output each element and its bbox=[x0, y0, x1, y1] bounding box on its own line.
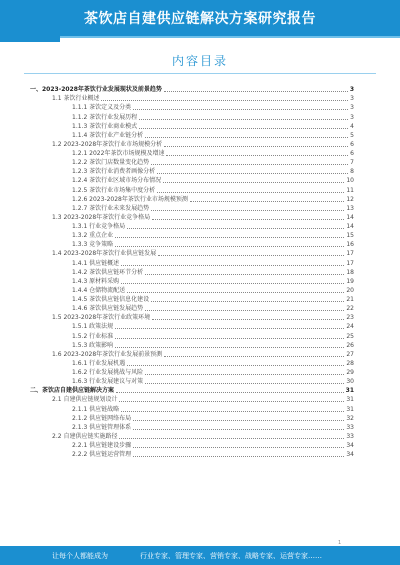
toc-entry[interactable] bbox=[30, 131, 354, 140]
toc-entry-page: 11 bbox=[346, 186, 354, 194]
toc-leader-dots bbox=[139, 128, 348, 129]
toc-entry-text: 1.1 茶饮行业概述 bbox=[52, 95, 100, 103]
toc-entry[interactable] bbox=[30, 167, 354, 176]
footer-bar bbox=[0, 546, 400, 565]
toc-entry-text: 1.5.3 政策影响 bbox=[72, 341, 114, 349]
toc-leader-dots bbox=[166, 155, 348, 156]
toc-entry-page: 3 bbox=[350, 113, 354, 121]
toc-entry-page: 18 bbox=[346, 268, 354, 276]
decoration-line bbox=[60, 36, 400, 38]
toc-entry-text: 2.1.2 供应链网络布局 bbox=[72, 414, 132, 422]
toc-entry-text: 1.4.6 茶饮供应链发展趋势 bbox=[72, 305, 144, 313]
toc-leader-dots bbox=[158, 255, 344, 256]
toc-leader-dots bbox=[152, 219, 344, 220]
toc-entry-text: 1.4.5 茶饮供应链信息化建设 bbox=[72, 296, 150, 303]
toc-entry[interactable] bbox=[30, 304, 354, 313]
toc-entry-text: 1.1.3 茶饮行业商业模式 bbox=[72, 122, 138, 130]
toc-entry-text: 1.4.2 茶饮供应链环节分析 bbox=[72, 268, 144, 276]
toc-entry[interactable] bbox=[30, 204, 354, 213]
footer-tagline: 行业专家、管理专家、营销专家、战略专家、运营专家…… bbox=[140, 551, 322, 560]
toc-entry-page: 34 bbox=[346, 451, 354, 459]
toc-entry-text: 1.3.1 行业竞争格局 bbox=[72, 223, 126, 230]
toc-entry[interactable] bbox=[30, 414, 354, 423]
toc-entry[interactable] bbox=[30, 377, 354, 386]
toc-entry-text: 2.2.2 供应链运营管理 bbox=[72, 451, 132, 459]
toc-entry-page: 16 bbox=[346, 241, 354, 249]
toc-entry-page: 33 bbox=[346, 423, 354, 431]
toc-entry-page: 14 bbox=[346, 223, 354, 230]
toc-entry[interactable] bbox=[30, 395, 354, 404]
toc-leader-dots bbox=[133, 456, 344, 457]
toc-entry[interactable] bbox=[30, 158, 354, 167]
toc-entry[interactable] bbox=[30, 341, 354, 350]
toc-entry[interactable] bbox=[30, 185, 354, 194]
toc-leader-dots bbox=[145, 274, 344, 275]
toc-leader-dots bbox=[145, 383, 344, 384]
toc-entry-text: 1.2.4 茶饮行业区域市场分布情况 bbox=[72, 177, 162, 185]
toc-leader-dots bbox=[164, 146, 348, 147]
toc-entry-page: 33 bbox=[346, 432, 354, 440]
toc-entry-page: 3 bbox=[349, 86, 354, 94]
toc-entry-text: 2.1 自建供应链规划设计 bbox=[52, 396, 118, 404]
toc-entry-page: 10 bbox=[346, 177, 354, 185]
toc-entry-text: 2.2 自建供应链实施路径 bbox=[52, 432, 118, 440]
toc-entry[interactable] bbox=[30, 222, 354, 231]
toc-entry-text: 1.2.3 茶饮行业消费者画像分析 bbox=[72, 168, 156, 176]
toc-leader-dots bbox=[115, 338, 344, 339]
toc-leader-dots bbox=[115, 328, 344, 329]
toc-entry-text: 1.5.1 政策法规 bbox=[72, 323, 114, 331]
toc-entry-page: 31 bbox=[345, 387, 354, 395]
toc-entry-text: 1.4.4 仓储物流配送 bbox=[72, 286, 126, 294]
toc-entry[interactable] bbox=[30, 277, 354, 286]
toc-entry[interactable] bbox=[30, 450, 354, 459]
toc-leader-dots bbox=[145, 137, 348, 138]
toc-leader-dots bbox=[116, 392, 344, 393]
toc-entry-page: 28 bbox=[346, 359, 354, 367]
toc-leader-dots bbox=[164, 91, 348, 92]
toc-entry-page: 30 bbox=[346, 378, 354, 386]
toc-entry-text: 1.1.4 茶饮行业产业链分析 bbox=[72, 131, 144, 139]
toc-leader-dots bbox=[163, 182, 344, 183]
toc-entry-text: 1.2.2 茶饮门店数量变化趋势 bbox=[72, 159, 150, 167]
table-of-contents bbox=[30, 85, 354, 459]
toc-leader-dots bbox=[115, 347, 344, 348]
toc-leader-dots bbox=[127, 292, 344, 293]
toc-entry[interactable] bbox=[30, 85, 354, 94]
toc-entry-text: 1.3 2023-2028年茶饮行业竞争格局 bbox=[52, 213, 151, 221]
toc-entry[interactable] bbox=[30, 149, 354, 158]
toc-leader-dots bbox=[164, 356, 344, 357]
toc-entry-text: 1.4.1 供应链概述 bbox=[72, 259, 120, 267]
toc-entry-text: 1.6.1 行业发展机遇 bbox=[72, 359, 126, 367]
toc-entry-page: 8 bbox=[350, 168, 354, 176]
toc-entry-page: 19 bbox=[346, 277, 354, 285]
toc-entry[interactable] bbox=[30, 103, 354, 112]
toc-leader-dots bbox=[145, 374, 344, 375]
toc-leader-dots bbox=[115, 237, 344, 238]
toc-entry-text: 1.1.1 茶饮定义及分类 bbox=[72, 104, 132, 112]
toc-entry-page: 3 bbox=[350, 95, 354, 103]
toc-entry[interactable] bbox=[30, 112, 354, 121]
toc-entry-text: 1.2.7 茶饮行业未来发展趋势 bbox=[72, 204, 150, 212]
toc-leader-dots bbox=[121, 411, 344, 412]
toc-entry-page: 12 bbox=[346, 195, 354, 203]
toc-entry[interactable] bbox=[30, 368, 354, 377]
toc-entry-text: 1.5.2 行业标准 bbox=[72, 332, 114, 340]
toc-entry-page: 17 bbox=[346, 259, 354, 267]
toc-leader-dots bbox=[133, 109, 348, 110]
toc-entry-page: 5 bbox=[350, 131, 354, 139]
header-decoration bbox=[0, 36, 400, 42]
toc-leader-dots bbox=[119, 401, 344, 402]
toc-entry-text: 1.3.2 重点企业 bbox=[72, 232, 114, 240]
toc-entry[interactable] bbox=[30, 240, 354, 249]
toc-leader-dots bbox=[101, 100, 348, 101]
toc-entry[interactable] bbox=[30, 423, 354, 432]
decoration-block bbox=[0, 36, 60, 42]
toc-leader-dots bbox=[127, 228, 344, 229]
toc-entry-page: 6 bbox=[350, 150, 354, 157]
toc-entry-text: 1.5 2023-2028年茶饮行业政策环境 bbox=[52, 314, 151, 322]
toc-entry-page: 31 bbox=[346, 405, 354, 413]
toc-entry[interactable] bbox=[30, 331, 354, 340]
toc-leader-dots bbox=[190, 201, 344, 202]
toc-entry-text: 1.6.2 行业发展挑战与风险 bbox=[72, 369, 144, 376]
toc-entry-text: 1.2.5 茶饮行业市场集中度分析 bbox=[72, 186, 156, 194]
toc-entry-page: 32 bbox=[346, 414, 354, 422]
toc-entry-text: 1.3.3 竞争策略 bbox=[72, 241, 114, 249]
toc-leader-dots bbox=[115, 246, 344, 247]
toc-entry-page: 27 bbox=[346, 350, 354, 358]
toc-title: 内容目录 bbox=[171, 54, 228, 68]
toc-entry-page: 17 bbox=[346, 250, 354, 258]
toc-entry-page: 21 bbox=[346, 296, 354, 303]
toc-entry-text: 2.2.1 供应链建设步骤 bbox=[72, 442, 132, 449]
page-number: 1 bbox=[338, 540, 342, 546]
report-title: 茶饮店自建供应链解决方案研究报告 bbox=[84, 11, 316, 27]
toc-entry[interactable] bbox=[30, 249, 354, 258]
toc-entry[interactable] bbox=[30, 122, 354, 131]
toc-leader-dots bbox=[152, 319, 344, 320]
toc-divider bbox=[24, 73, 376, 74]
toc-entry-page: 34 bbox=[346, 442, 354, 449]
toc-entry-text: 1.6 2023-2028年茶饮行业发展前景预测 bbox=[52, 350, 163, 358]
toc-entry[interactable] bbox=[30, 286, 354, 295]
toc-entry[interactable] bbox=[30, 94, 354, 103]
toc-leader-dots bbox=[121, 265, 344, 266]
toc-entry-text: 二、茶饮店自建供应链解决方案 bbox=[30, 387, 115, 395]
toc-entry-page: 20 bbox=[346, 286, 354, 294]
toc-entry[interactable] bbox=[30, 359, 354, 368]
toc-entry[interactable] bbox=[30, 441, 354, 450]
toc-entry-page: 6 bbox=[350, 140, 354, 148]
toc-entry[interactable] bbox=[30, 176, 354, 185]
toc-leader-dots bbox=[145, 310, 344, 311]
toc-entry[interactable] bbox=[30, 432, 354, 441]
toc-leader-dots bbox=[157, 192, 344, 193]
toc-entry-text: 1.2 2023-2028年茶饮行业市场规模分析 bbox=[52, 140, 163, 148]
toc-entry-page: 13 bbox=[346, 204, 354, 212]
toc-entry-page: 7 bbox=[350, 159, 354, 167]
toc-entry[interactable] bbox=[30, 231, 354, 240]
toc-leader-dots bbox=[133, 429, 344, 430]
toc-entry[interactable] bbox=[30, 404, 354, 413]
footer-slogan: 让每个人都能成为 bbox=[52, 551, 108, 560]
toc-leader-dots bbox=[133, 447, 344, 448]
toc-leader-dots bbox=[151, 301, 344, 302]
header-bar bbox=[0, 0, 400, 36]
toc-entry[interactable] bbox=[30, 213, 354, 222]
toc-entry-text: 1.2.6 2023-2028年茶饮行业市场规模预测 bbox=[72, 195, 188, 203]
toc-leader-dots bbox=[151, 210, 344, 211]
toc-entry[interactable] bbox=[30, 140, 354, 149]
toc-leader-dots bbox=[119, 438, 344, 439]
toc-entry-text: 2.1.1 供应链战略 bbox=[72, 405, 120, 413]
toc-entry-page: 22 bbox=[346, 305, 354, 313]
toc-entry[interactable] bbox=[30, 295, 354, 304]
toc-entry-page: 25 bbox=[346, 332, 354, 340]
toc-entry-text: 1.4 2023-2028年茶饮行业供应链发展 bbox=[52, 250, 157, 258]
toc-entry-page: 24 bbox=[346, 323, 354, 331]
toc-leader-dots bbox=[139, 119, 348, 120]
toc-leader-dots bbox=[151, 164, 348, 165]
toc-entry[interactable] bbox=[30, 313, 354, 322]
toc-entry-page: 31 bbox=[346, 396, 354, 404]
toc-entry-page: 23 bbox=[346, 314, 354, 322]
toc-entry-text: 1.2.1 2022年茶饮市场规模及增速 bbox=[72, 150, 165, 157]
toc-entry-page: 14 bbox=[346, 213, 354, 221]
toc-entry[interactable] bbox=[30, 268, 354, 277]
toc-leader-dots bbox=[121, 283, 344, 284]
toc-entry[interactable] bbox=[30, 322, 354, 331]
toc-entry-page: 3 bbox=[350, 104, 354, 112]
toc-leader-dots bbox=[133, 420, 344, 421]
toc-entry-text: 一、2023-2028年茶饮行业发展现状及前景趋势 bbox=[30, 86, 162, 94]
toc-leader-dots bbox=[127, 365, 344, 366]
toc-entry-page: 26 bbox=[346, 341, 354, 349]
toc-entry-text: 1.4.3 原材料采购 bbox=[72, 277, 120, 285]
toc-entry-page: 15 bbox=[346, 232, 354, 240]
toc-entry[interactable] bbox=[30, 258, 354, 267]
toc-entry-text: 1.1.2 茶饮行业发展历程 bbox=[72, 113, 138, 121]
toc-entry-page: 29 bbox=[346, 369, 354, 376]
toc-entry-text: 1.6.3 行业发展建议与对策 bbox=[72, 378, 144, 386]
toc-entry[interactable] bbox=[30, 386, 354, 395]
toc-entry[interactable] bbox=[30, 195, 354, 204]
toc-leader-dots bbox=[157, 173, 348, 174]
toc-entry[interactable] bbox=[30, 350, 354, 359]
toc-entry-text: 2.1.3 供应链管理体系 bbox=[72, 423, 132, 431]
toc-entry-page: 4 bbox=[350, 122, 354, 130]
